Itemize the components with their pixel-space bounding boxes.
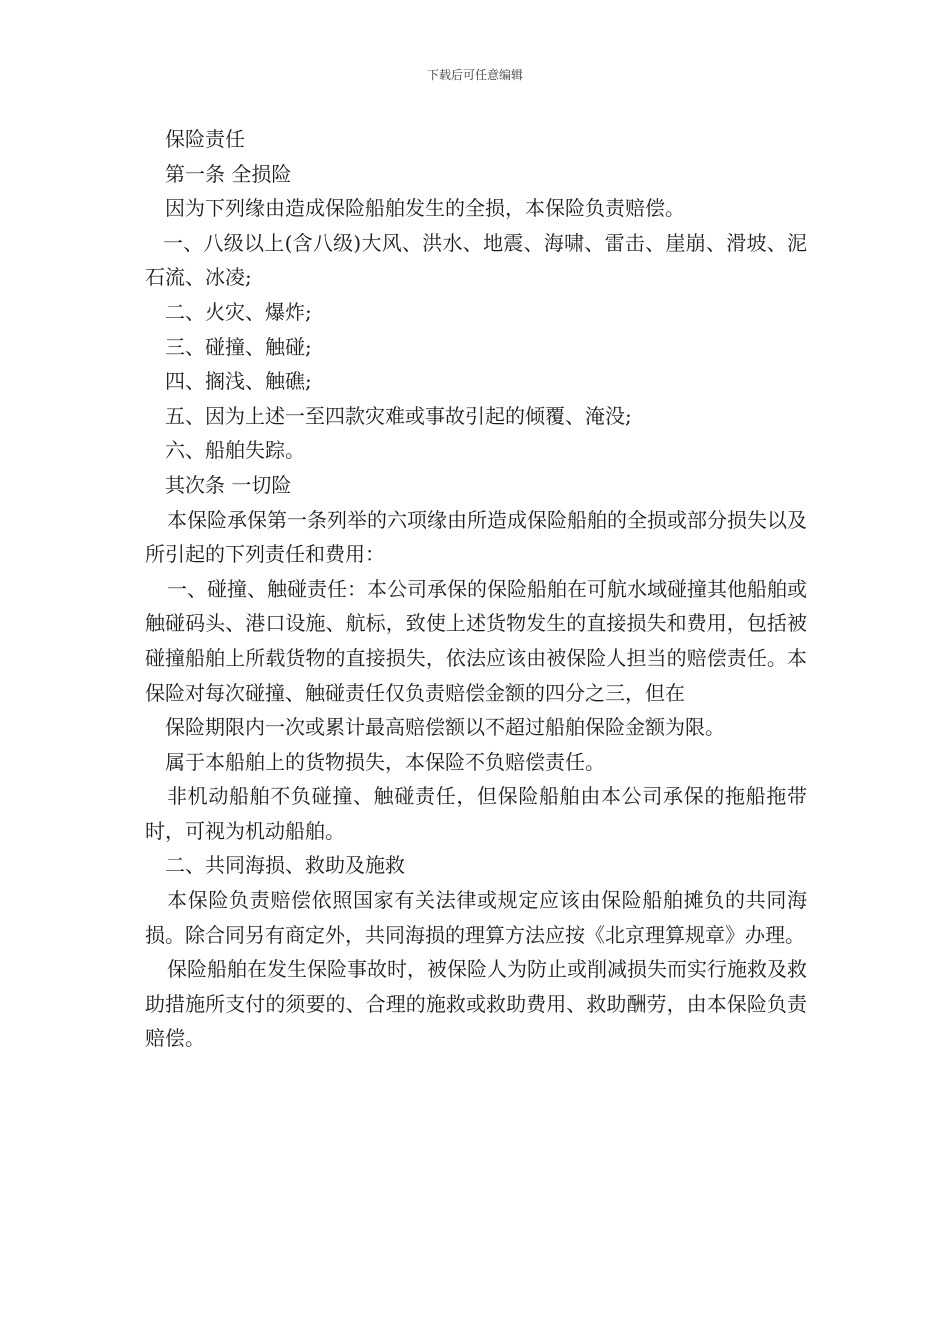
article-heading: 第一条 全损险	[165, 161, 292, 186]
paragraph: 本保险承保第一条列举的六项缘由所造成保险船舶的全损或部分损失以及所引起的下列责任和费用：	[145, 507, 807, 567]
list-item: 二、共同海损、救助及施救	[165, 853, 405, 878]
list-item: 一、碰撞、触碰责任：本公司承保的保险船舶在可航水域碰撞其他船舶或触碰码头、港口设施、航标，致使上述货物发生的直接损失和费用，包括被碰撞船舶上所载货物的直接损失，依法应该由被保险人担当的赔偿责任。本保险对每次碰撞、触碰责任仅负责赔偿金额的四分之三，但在	[145, 576, 807, 705]
paragraph: 因为下列缘由造成保险船舶发生的全损，本保险负责赔偿。	[165, 196, 685, 221]
document-body	[145, 122, 807, 1056]
list-item: 五、因为上述一至四款灾难或事故引起的倾覆、淹没;	[165, 403, 632, 428]
list-item: 三、碰撞、触碰;	[165, 334, 312, 359]
list-item: 六、船舶失踪。	[165, 438, 305, 463]
paragraph: 非机动船舶不负碰撞、触碰责任，但保险船舶由本公司承保的拖船拖带时，可视为机动船舶。	[145, 784, 807, 843]
section-title: 保险责任	[165, 127, 245, 151]
article-heading: 其次条 一切险	[165, 472, 292, 497]
list-item: 一、八级以上(含八级)大风、洪水、地震、海啸、雷击、崖崩、滑坡、泥石流、冰凌;	[145, 230, 807, 290]
paragraph: 保险船舶在发生保险事故时，被保险人为防止或削减损失而实行施救及救助措施所支付的须要的、合理的施救或救助费用、救助酬劳，由本保险负责赔偿。	[145, 957, 807, 1051]
header-note: 下载后可任意编辑	[426, 68, 523, 82]
list-item: 四、搁浅、触礁;	[165, 369, 312, 394]
paragraph: 属于本船舶上的货物损失，本保险不负赔偿责任。	[165, 749, 605, 774]
paragraph: 本保险负责赔偿依照国家有关法律或规定应该由保险船舶摊负的共同海损。除合同另有商定外，共同海损的理算方法应按《北京理算规章》办理。	[145, 888, 807, 947]
paragraph: 保险期限内一次或累计最高赔偿额以不超过船舶保险金额为限。	[165, 715, 725, 740]
list-item: 二、火灾、爆炸;	[165, 299, 312, 324]
